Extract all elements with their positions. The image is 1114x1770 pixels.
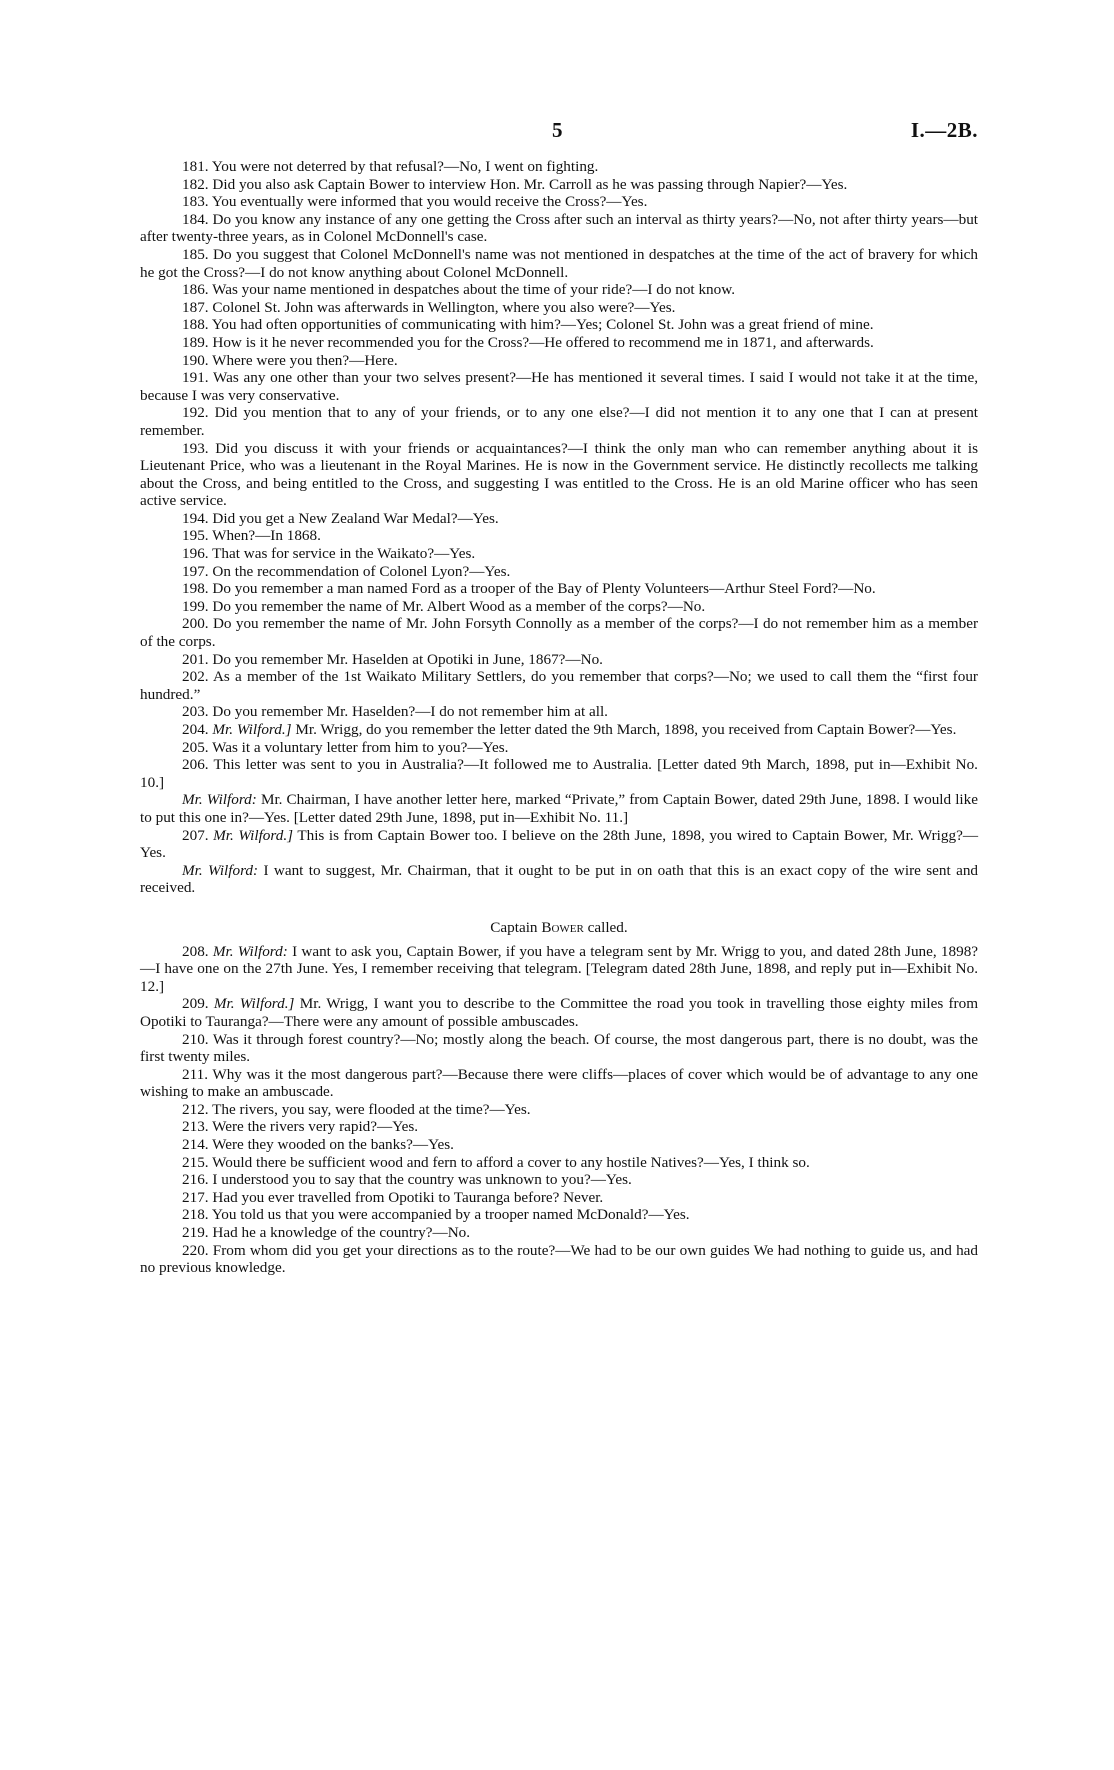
question-number: 216. bbox=[182, 1171, 209, 1189]
question-number: 220. bbox=[182, 1241, 209, 1259]
qa-text: Was any one other than your two selves present?—He has mentioned it several times. I said I would not take it at the time, because I was very conservative. bbox=[140, 369, 978, 404]
qa-paragraph bbox=[140, 1066, 978, 1101]
question-number: 189. bbox=[182, 333, 209, 351]
qa-paragraph bbox=[140, 827, 978, 862]
qa-text: I understood you to say that the country was unknown to you?—Yes. bbox=[212, 1171, 632, 1189]
speaker-name: Mr. Wilford.] bbox=[213, 826, 294, 844]
question-number: 211. bbox=[182, 1065, 209, 1083]
question-number: 207. bbox=[182, 826, 209, 844]
qa-text: Did you get a New Zealand War Medal?—Yes. bbox=[212, 509, 499, 527]
speaker-name: Mr. Wilford.] bbox=[212, 721, 292, 738]
question-number: 203. bbox=[182, 703, 209, 721]
question-number: 213. bbox=[182, 1118, 209, 1136]
qa-paragraph bbox=[140, 527, 978, 545]
qa-text: Did you also ask Captain Bower to interview Hon. Mr. Carroll as he was passing through Napier?—Yes. bbox=[212, 175, 848, 193]
qa-text: Were the rivers very rapid?—Yes. bbox=[212, 1118, 419, 1136]
question-number: 198. bbox=[182, 580, 209, 598]
question-number: 184. bbox=[182, 210, 209, 228]
qa-text: Do you remember Mr. Haselden at Opotiki in June, 1867?—No. bbox=[212, 650, 603, 668]
question-number: 210. bbox=[182, 1030, 209, 1048]
qa-paragraph bbox=[140, 995, 978, 1030]
question-number: 200. bbox=[182, 615, 209, 633]
qa-text: Were they wooded on the banks?—Yes. bbox=[212, 1136, 454, 1154]
qa-paragraph bbox=[140, 545, 978, 563]
qa-paragraph bbox=[140, 791, 978, 826]
question-number: 215. bbox=[182, 1153, 209, 1171]
qa-paragraph bbox=[140, 246, 978, 281]
qa-paragraph bbox=[140, 756, 978, 791]
qa-paragraph bbox=[140, 862, 978, 897]
qa-text: Would there be sufficient wood and fern to afford a cover to any hostile Natives?—Yes, I think so. bbox=[212, 1153, 810, 1171]
question-number: 201. bbox=[182, 650, 209, 668]
question-number: 194. bbox=[182, 509, 209, 527]
qa-text: Why was it the most dangerous part?—Because there were cliffs—places of cover which would be of advantage to any one wishing to make an ambuscade. bbox=[140, 1065, 978, 1101]
qa-text: That was for service in the Waikato?—Yes. bbox=[212, 545, 476, 563]
question-number: 205. bbox=[182, 738, 209, 756]
question-number: 206. bbox=[182, 756, 209, 774]
qa-text: Had you ever travelled from Opotiki to Tauranga before? Never. bbox=[212, 1188, 604, 1206]
qa-paragraph bbox=[140, 1242, 978, 1277]
qa-text: Do you know any instance of any one getting the Cross after such an interval as thirty years?—No, not after thirty years—but after twenty-three years, as in Colonel McDonnell's case. bbox=[140, 210, 979, 246]
question-number: 218. bbox=[182, 1206, 209, 1224]
qa-text: Did you mention that to any of your friends, or to any one else?—I did not mention it to any one that I can at present remember. bbox=[140, 404, 979, 439]
qa-text: Colonel St. John was afterwards in Wellington, where you also were?—Yes. bbox=[212, 298, 676, 316]
qa-text: I want to suggest, Mr. Chairman, that it ought to be put in on oath that this is an exact copy of the wire sent and received. bbox=[140, 861, 979, 897]
qa-paragraph bbox=[140, 1206, 978, 1224]
qa-paragraph bbox=[140, 703, 978, 721]
qa-paragraph bbox=[140, 352, 978, 370]
document-page bbox=[140, 118, 978, 1277]
qa-paragraph bbox=[140, 176, 978, 194]
question-number: 197. bbox=[182, 562, 209, 580]
section-heading-name: Bower bbox=[541, 918, 584, 936]
qa-paragraph bbox=[140, 316, 978, 334]
qa-text: Mr. Wrigg, I want you to describe to the Committee the road you took in travelling those eighty miles from Opotiki to Tauranga?—There were any amount of possible ambuscades. bbox=[140, 995, 979, 1030]
question-number: 212. bbox=[182, 1100, 209, 1118]
qa-text: Had he a knowledge of the country?—No. bbox=[212, 1224, 471, 1242]
qa-paragraph bbox=[140, 158, 978, 176]
qa-paragraph bbox=[140, 404, 978, 439]
speaker-name: Mr. Wilford: bbox=[182, 861, 259, 879]
question-number: 192. bbox=[182, 404, 209, 422]
paper-code: I.—2B. bbox=[910, 118, 978, 142]
qa-paragraph bbox=[140, 1189, 978, 1207]
qa-paragraph bbox=[140, 1171, 978, 1189]
question-number: 199. bbox=[182, 597, 209, 615]
qa-text: Mr. Wrigg, do you remember the letter dated the 9th March, 1898, you received from Captain Bower?—Yes. bbox=[295, 721, 957, 738]
qa-paragraph bbox=[140, 440, 978, 510]
qa-paragraph bbox=[140, 739, 978, 757]
page-header bbox=[140, 118, 978, 158]
qa-text: How is it he never recommended you for the Cross?—He offered to recommend me in 1871, and afterwards. bbox=[212, 333, 874, 351]
question-number: 195. bbox=[182, 527, 209, 545]
section-heading-prefix: Captain bbox=[490, 918, 538, 936]
section-heading-suffix: called. bbox=[587, 918, 628, 936]
qa-paragraph bbox=[140, 1031, 978, 1066]
question-number: 182. bbox=[182, 175, 209, 193]
qa-text: Do you remember a man named Ford as a trooper of the Bay of Plenty Volunteers—Arthur Steel Ford?—No. bbox=[212, 580, 876, 598]
qa-paragraph bbox=[140, 1101, 978, 1119]
qa-text: From whom did you get your directions as to the route?—We had to be our own guides We had nothing to guide us, and had no previous knowledge. bbox=[140, 1241, 979, 1277]
qa-text: You eventually were informed that you would receive the Cross?—Yes. bbox=[211, 193, 648, 211]
qa-paragraph bbox=[140, 1136, 978, 1154]
qa-text: Do you remember the name of Mr. John Forsyth Connolly as a member of the corps?—I do not remember him as a member of the corps. bbox=[140, 615, 978, 651]
qa-text: When?—In 1868. bbox=[212, 527, 321, 545]
qa-paragraph bbox=[140, 1118, 978, 1136]
qa-paragraph bbox=[140, 1154, 978, 1172]
qa-paragraph bbox=[140, 943, 978, 996]
question-number: 208. bbox=[182, 942, 209, 960]
question-number: 214. bbox=[182, 1136, 209, 1154]
qa-text: Where were you then?—Here. bbox=[212, 351, 398, 369]
question-number: 181. bbox=[182, 158, 209, 175]
qa-text: The rivers, you say, were flooded at the time?—Yes. bbox=[212, 1100, 531, 1118]
qa-text: You had often opportunities of communicating with him?—Yes; Colonel St. John was a great friend of mine. bbox=[211, 316, 874, 334]
speaker-name: Mr. Wilford.] bbox=[213, 995, 295, 1013]
qa-text: Do you suggest that Colonel McDonnell's name was not mentioned in despatches at the time of the act of bravery for which he got the Cross?—I do not know anything about Colonel McDonnell. bbox=[140, 245, 978, 281]
question-number: 186. bbox=[182, 281, 209, 299]
question-number: 188. bbox=[182, 316, 209, 334]
qa-text: I want to ask you, Captain Bower, if you have a telegram sent by Mr. Wrigg to you, and dated 28th June, 1898?—I have one on the 27th June. Yes, I remember receiving that telegram. [Telegram dated 28th June, 1898, and reply put in—Exhibit No. 12.] bbox=[140, 942, 979, 995]
question-number: 209. bbox=[182, 995, 209, 1013]
testimony-part-1 bbox=[140, 158, 978, 897]
qa-paragraph bbox=[140, 563, 978, 581]
section-heading bbox=[140, 919, 978, 937]
qa-text: On the recommendation of Colonel Lyon?—Yes. bbox=[212, 562, 511, 580]
qa-paragraph bbox=[140, 580, 978, 598]
qa-text: This is from Captain Bower too. I believe on the 28th June, 1898, you wired to Captain Bower, Mr. Wrigg?—Yes. bbox=[140, 826, 979, 862]
qa-paragraph bbox=[140, 193, 978, 211]
qa-paragraph bbox=[140, 510, 978, 528]
qa-text: Mr. Chairman, I have another letter here, marked “Private,” from Captain Bower, dated 29th June, 1898. I would like to put this one in?—Yes. [Letter dated 29th June, 1898, put in—Exhibit No. 11.] bbox=[140, 791, 978, 826]
question-number: 202. bbox=[182, 668, 209, 686]
qa-paragraph bbox=[140, 668, 978, 703]
qa-paragraph bbox=[140, 721, 978, 739]
qa-paragraph bbox=[140, 281, 978, 299]
qa-text: Did you discuss it with your friends or acquaintances?—I think the only man who can remember anything about it is Lieutenant Price, who was a lieutenant in the Royal Marines. He is now in the Government service. He distinctly recollects me talking about the Cross, and being entitled to the Cross, and suggesting I was entitled to the Cross. He is an old Marine officer who has seen active service. bbox=[140, 439, 979, 510]
qa-text: Was it through forest country?—No; mostly along the beach. Of course, the most dangerous part, there is no doubt, was the first twenty miles. bbox=[140, 1030, 978, 1066]
question-number: 183. bbox=[182, 193, 209, 211]
question-number: 217. bbox=[182, 1188, 209, 1206]
qa-paragraph bbox=[140, 334, 978, 352]
qa-text: Was your name mentioned in despatches about the time of your ride?—I do not know. bbox=[212, 281, 736, 299]
question-number: 193. bbox=[182, 439, 209, 457]
qa-text: This letter was sent to you in Australia?—It followed me to Australia. [Letter dated 9th March, 1898, put in—Exhibit No. 10.] bbox=[140, 756, 978, 791]
qa-text: You told us that you were accompanied by a trooper named McDonald?—Yes. bbox=[211, 1206, 690, 1224]
qa-text: Do you remember Mr. Haselden?—I do not remember him at all. bbox=[212, 703, 608, 721]
testimony-part-2 bbox=[140, 943, 978, 1277]
question-number: 187. bbox=[182, 298, 209, 316]
qa-text: As a member of the 1st Waikato Military Settlers, do you remember that corps?—No; we used to call them the “first four hundred.” bbox=[140, 668, 978, 703]
qa-text: Do you remember the name of Mr. Albert Wood as a member of the corps?—No. bbox=[212, 597, 706, 615]
speaker-name: Mr. Wilford: bbox=[212, 942, 288, 960]
qa-text: Was it a voluntary letter from him to you?—Yes. bbox=[212, 738, 509, 756]
question-number: 196. bbox=[182, 545, 209, 563]
qa-paragraph bbox=[140, 651, 978, 669]
question-number: 185. bbox=[182, 245, 209, 263]
qa-paragraph bbox=[140, 1224, 978, 1242]
qa-paragraph bbox=[140, 211, 978, 246]
question-number: 219. bbox=[182, 1224, 209, 1242]
question-number: 190. bbox=[182, 351, 209, 369]
qa-text: You were not deterred by that refusal?—No, I went on fighting. bbox=[211, 158, 599, 175]
qa-paragraph bbox=[140, 615, 978, 650]
page-number: 5 bbox=[552, 118, 563, 142]
qa-paragraph bbox=[140, 299, 978, 317]
qa-paragraph bbox=[140, 598, 978, 616]
speaker-name: Mr. Wilford: bbox=[182, 791, 257, 809]
qa-paragraph bbox=[140, 369, 978, 404]
question-number: 191. bbox=[182, 369, 209, 387]
question-number: 204. bbox=[182, 721, 209, 738]
